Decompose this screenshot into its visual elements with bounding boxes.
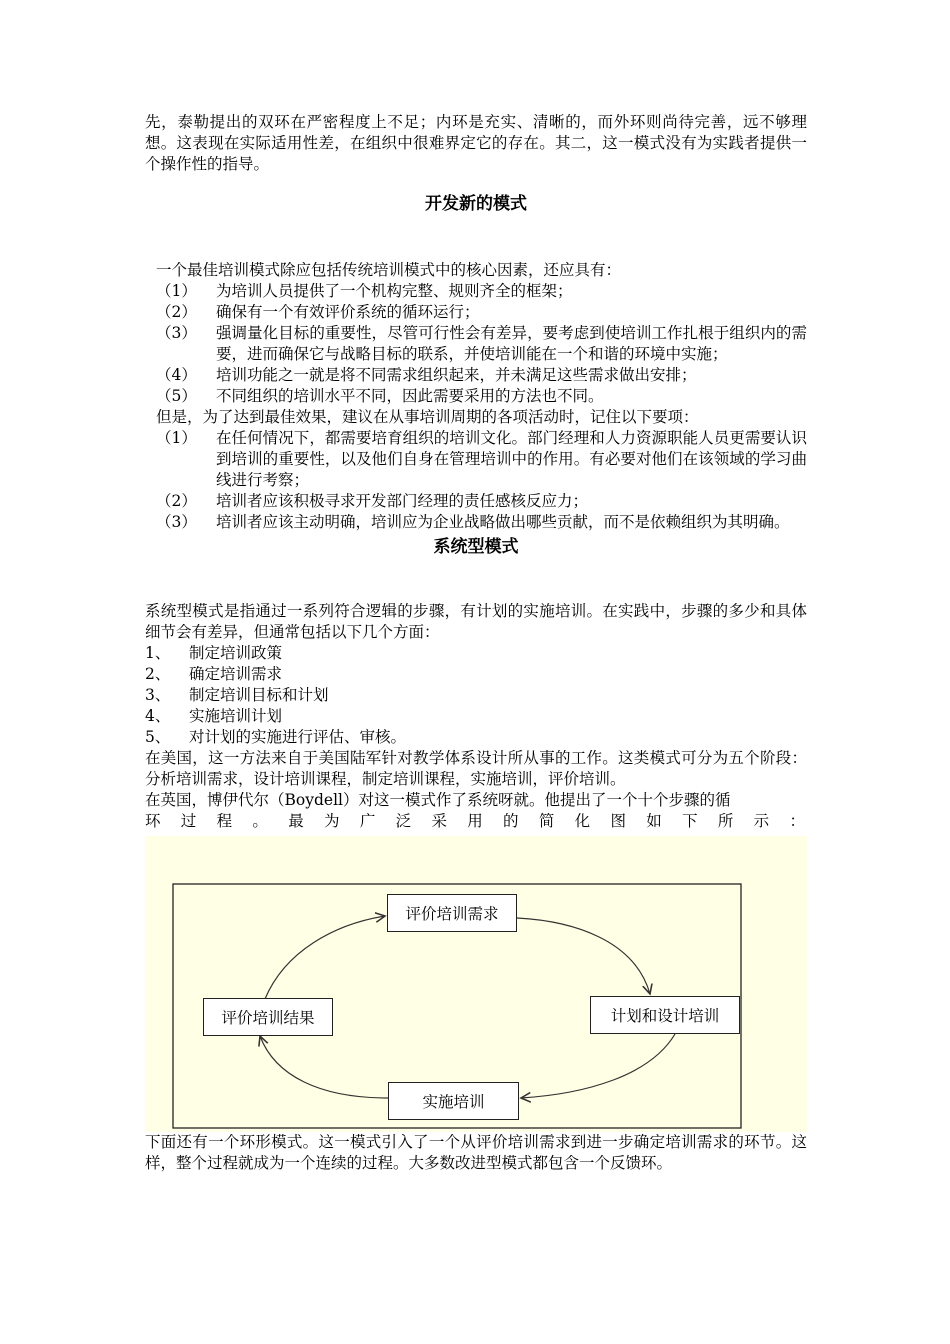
list-item	[145, 281, 807, 302]
box-evaluate-results: 评价培训结果	[203, 998, 333, 1036]
item-text: 培训功能之一就是将不同需求组织起来，并未满足这些需求做出安排；	[216, 366, 697, 384]
paragraph-uk-line2: 环过程。最为广泛采用的简化图如下所示：	[145, 812, 807, 830]
item-number: （1）	[156, 429, 197, 447]
closing-paragraph: 下面还有一个环形模式。这一模式引入了一个从评价培训需求到进一步确定培训需求的环节。这样，整个过程就成为一个连续的过程。大多数改进型模式都包含一个反馈环。	[145, 1133, 807, 1172]
list-item	[145, 512, 807, 533]
list-item	[145, 323, 807, 365]
item-text: 确保有一个有效评价系统的循环运行；	[216, 303, 480, 321]
box-plan-design: 计划和设计培训	[590, 996, 740, 1034]
item-text: 强调量化目标的重要性，尽管可行性会有差异，要考虑到使培训工作扎根于组织内的需要，进而确保它与战略目标的联系，并使培训能在一个和谐的环境中实施；	[216, 324, 807, 363]
heading-systematic-model: 系统型模式	[433, 537, 519, 557]
intro-paragraph: 先，泰勒提出的双环在严密程度上不足；内环是充实、清晰的，而外环则尚待完善，远不够理想。这表现在实际适用性差，在组织中很难界定它的存在。其二，这一模式没有为实践者提供一个操作性的指导。	[145, 113, 807, 173]
item-number: （5）	[156, 387, 197, 405]
item-number: 2、	[145, 665, 171, 683]
paragraph-usa: 在美国，这一方法来自于美国陆军针对教学体系设计所从事的工作。这类模式可分为五个阶段：分析培训需求，设计培训课程，制定培训课程，实施培训，评价培训。	[145, 749, 807, 788]
arrow-left-to-top	[265, 916, 385, 999]
item-number: 5、	[145, 728, 171, 746]
box-implement: 实施培训	[388, 1082, 519, 1120]
list-item	[145, 664, 807, 685]
document-page	[145, 112, 807, 1174]
section1-lead2: 但是，为了达到最佳效果，建议在从事培训周期的各项活动时，记住以下要项：	[156, 408, 699, 426]
list-item	[145, 685, 807, 706]
list-item	[145, 428, 807, 491]
item-number: （2）	[156, 492, 197, 510]
item-text: 不同组织的培训水平不同，因此需要采用的方法也不同。	[216, 387, 604, 405]
list-item	[145, 706, 807, 727]
item-text: 为培训人员提供了一个机构完整、规则齐全的框架；	[216, 282, 573, 300]
list-item	[145, 643, 807, 664]
list-item	[145, 302, 807, 323]
arrow-right-to-bottom	[521, 1034, 675, 1098]
item-text: 制定培训政策	[189, 644, 283, 662]
item-number: 4、	[145, 707, 171, 725]
arrow-top-to-right	[517, 918, 650, 994]
item-text: 实施培训计划	[189, 707, 283, 725]
list-item	[145, 727, 807, 748]
item-number: （4）	[156, 366, 197, 384]
list-item	[145, 386, 807, 407]
item-text: 培训者应该积极寻求开发部门经理的责任感核反应力；	[216, 492, 589, 510]
item-text: 在任何情况下，都需要培育组织的培训文化。部门经理和人力资源职能人员更需要认识到培训的重要性，以及他们自身在管理培训中的作用。有必要对他们在该领域的学习曲线进行考察；	[216, 429, 807, 489]
item-number: 1、	[145, 644, 171, 662]
item-number: 3、	[145, 686, 171, 704]
item-number: （3）	[156, 513, 197, 531]
requirements-list	[145, 281, 807, 407]
key-points-list	[145, 428, 807, 533]
item-number: （1）	[156, 282, 197, 300]
item-text: 对计划的实施进行评估、审核。	[189, 728, 407, 746]
section1-lead: 一个最佳培训模式除应包括传统培训模式中的核心因素，还应具有：	[156, 261, 622, 279]
paragraph-uk-line1: 在英国，博伊代尔（Boydell）对这一模式作了系统呀就。他提出了一个十个步骤的循	[145, 791, 731, 809]
item-text: 确定培训需求	[189, 665, 283, 683]
section2-lead: 系统型模式是指通过一系列符合逻辑的步骤，有计划的实施培训。在实践中，步骤的多少和具体细节会有差异，但通常包括以下几个方面：	[145, 602, 807, 641]
item-text: 制定培训目标和计划	[189, 686, 329, 704]
list-item	[145, 365, 807, 386]
item-number: （2）	[156, 303, 197, 321]
training-cycle-diagram	[145, 836, 807, 1132]
item-text: 培训者应该主动明确，培训应为企业战略做出哪些贡献，而不是依赖组织为其明确。	[216, 513, 790, 531]
box-evaluate-needs: 评价培训需求	[387, 894, 517, 932]
heading-develop-new-model: 开发新的模式	[425, 194, 527, 214]
steps-list	[145, 643, 807, 748]
item-number: （3）	[156, 324, 197, 342]
arrow-bottom-to-left	[260, 1036, 388, 1098]
list-item	[145, 491, 807, 512]
